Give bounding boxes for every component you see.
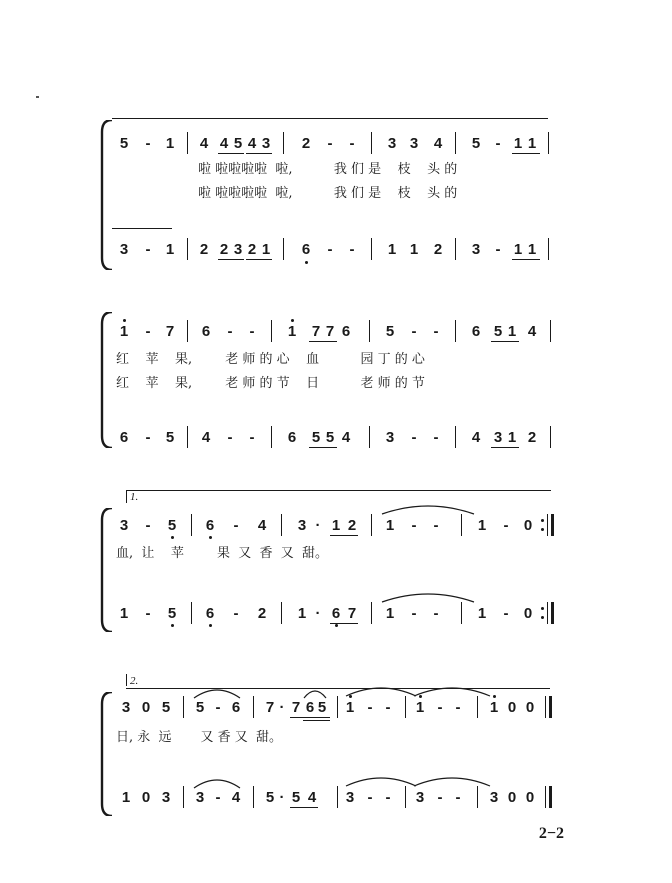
note: 4 (341, 429, 351, 446)
barline (405, 786, 406, 808)
high-octave-dot (291, 319, 294, 322)
note: 7 (325, 323, 335, 340)
barline (271, 426, 272, 448)
note: 2 (219, 241, 229, 258)
note: 5 (233, 135, 243, 152)
note: 1 (297, 605, 307, 622)
note: 2 (301, 135, 311, 152)
high-octave-dot (349, 695, 352, 698)
barline (283, 238, 284, 260)
note: 4 (219, 135, 229, 152)
note: 6 (205, 517, 215, 534)
volta-2-bracket (126, 674, 127, 686)
note: 3 (297, 517, 307, 534)
repeat-dot (541, 607, 544, 610)
note: - (349, 135, 355, 152)
lyric-line-1: 日, 永 远 又 香 又 甜。 (116, 730, 282, 745)
staff-top-line (112, 118, 548, 119)
note: 2 (257, 605, 267, 622)
note: 3 (261, 135, 271, 152)
note: 5 (317, 699, 327, 716)
low-octave-dot (305, 261, 308, 264)
note: · (279, 699, 285, 716)
note: 0 (141, 699, 151, 716)
note: 7 (311, 323, 321, 340)
note: 3 (409, 135, 419, 152)
note: 2 (527, 429, 537, 446)
barline (271, 320, 272, 342)
system-brace (100, 120, 114, 270)
note: 5 (195, 699, 205, 716)
note: - (249, 323, 255, 340)
barline (547, 514, 548, 536)
note: - (145, 241, 151, 258)
barline (337, 786, 338, 808)
note: 7 (291, 699, 301, 716)
barline (455, 320, 456, 342)
underline (512, 153, 540, 154)
note: 4 (257, 517, 267, 534)
barline (253, 786, 254, 808)
barline (183, 786, 184, 808)
note: 6 (231, 699, 241, 716)
note: - (433, 605, 439, 622)
note: · (315, 517, 321, 534)
note: 4 (199, 135, 209, 152)
note: - (455, 699, 461, 716)
barline (548, 132, 549, 154)
note: 5 (493, 323, 503, 340)
barline (371, 132, 372, 154)
underline (512, 259, 540, 260)
high-octave-dot (419, 695, 422, 698)
tie-arc (344, 684, 418, 698)
volta-2-label: 2. (130, 675, 139, 687)
note: - (227, 429, 233, 446)
barline (545, 696, 546, 718)
note: - (145, 429, 151, 446)
note: - (433, 429, 439, 446)
barline (477, 696, 478, 718)
barline (371, 514, 372, 536)
note: - (145, 135, 151, 152)
tie-arc (412, 774, 492, 788)
note: 3 (387, 135, 397, 152)
note: - (495, 241, 501, 258)
note: 1 (331, 517, 341, 534)
lyric-line-1: 血, 让 苹 果 又 香 又 甜。 (116, 546, 329, 561)
note: 1 (507, 323, 517, 340)
note: 2 (247, 241, 257, 258)
note: 4 (433, 135, 443, 152)
note: 3 (161, 789, 171, 806)
barline (369, 320, 370, 342)
note: 1 (385, 605, 395, 622)
note: 0 (523, 517, 533, 534)
note: 1 (513, 241, 523, 258)
note: 5 (265, 789, 275, 806)
lyric-line-2: 红 苹 果, 老 师 的 节 日 老 师 的 节 (116, 376, 425, 391)
note: - (327, 135, 333, 152)
note: - (145, 323, 151, 340)
note: 6 (201, 323, 211, 340)
note: 1 (261, 241, 271, 258)
barline (187, 426, 188, 448)
slur-arc (192, 776, 242, 790)
note: - (233, 517, 239, 534)
note: 4 (247, 135, 257, 152)
barline (191, 602, 192, 624)
note: 1 (287, 323, 297, 340)
note: 1 (477, 605, 487, 622)
underline (303, 720, 330, 721)
note: 0 (507, 699, 517, 716)
note: 5 (167, 605, 177, 622)
note: - (233, 605, 239, 622)
repeat-end-barline (551, 602, 554, 624)
tie-arc (344, 774, 418, 788)
note: 1 (121, 789, 131, 806)
note: - (455, 789, 461, 806)
note: - (227, 323, 233, 340)
barline (369, 426, 370, 448)
barline (187, 238, 188, 260)
barline (461, 514, 462, 536)
tie-arc (412, 684, 492, 698)
barline (455, 238, 456, 260)
page-number: 2−2 (538, 825, 564, 842)
underline (218, 153, 244, 154)
note: 6 (471, 323, 481, 340)
note: - (503, 517, 509, 534)
underline (309, 447, 337, 448)
note: 1 (165, 241, 175, 258)
barline (187, 320, 188, 342)
note: - (327, 241, 333, 258)
underline (218, 259, 244, 260)
underline (246, 259, 272, 260)
note: 3 (415, 789, 425, 806)
note: 1 (119, 323, 129, 340)
note: 3 (119, 241, 129, 258)
note: - (367, 789, 373, 806)
note: 6 (119, 429, 129, 446)
note: 3 (119, 517, 129, 534)
staff-lower-line (112, 228, 172, 229)
repeat-end-barline (551, 514, 554, 536)
barline (283, 132, 284, 154)
low-octave-dot (209, 624, 212, 627)
note: 1 (387, 241, 397, 258)
note: 0 (507, 789, 517, 806)
underline (290, 717, 330, 718)
low-octave-dot (335, 624, 338, 627)
note: 7 (165, 323, 175, 340)
note: 6 (301, 241, 311, 258)
system-brace (100, 692, 114, 816)
note: 1 (165, 135, 175, 152)
barline (281, 514, 282, 536)
barline (461, 602, 462, 624)
final-barline (549, 786, 552, 808)
note: 1 (385, 517, 395, 534)
underline (309, 341, 337, 342)
note: 2 (433, 241, 443, 258)
note: 3 (233, 241, 243, 258)
note: 3 (121, 699, 131, 716)
note: 3 (345, 789, 355, 806)
barline (455, 132, 456, 154)
note: - (411, 323, 417, 340)
underline (290, 807, 318, 808)
barline (455, 426, 456, 448)
note: - (433, 323, 439, 340)
stray-mark (36, 96, 39, 98)
note: 3 (493, 429, 503, 446)
note: 1 (345, 699, 355, 716)
barline (191, 514, 192, 536)
low-octave-dot (171, 624, 174, 627)
high-octave-dot (123, 319, 126, 322)
note: · (279, 789, 285, 806)
note: 7 (347, 605, 357, 622)
note: - (411, 429, 417, 446)
barline (548, 238, 549, 260)
note: 5 (311, 429, 321, 446)
note: - (385, 699, 391, 716)
system-brace (100, 508, 114, 632)
low-octave-dot (171, 536, 174, 539)
note: - (249, 429, 255, 446)
note: 5 (471, 135, 481, 152)
note: - (215, 789, 221, 806)
note: 3 (385, 429, 395, 446)
volta-1-bracket (126, 490, 551, 503)
barline (187, 132, 188, 154)
note: 5 (385, 323, 395, 340)
underline (330, 535, 358, 536)
note: - (215, 699, 221, 716)
note: 5 (325, 429, 335, 446)
barline (550, 426, 551, 448)
note: - (367, 699, 373, 716)
barline (337, 696, 338, 718)
note: 1 (527, 241, 537, 258)
note: 1 (409, 241, 419, 258)
note: 1 (489, 699, 499, 716)
barline (477, 786, 478, 808)
barline (545, 786, 546, 808)
note: 5 (167, 517, 177, 534)
underline (491, 341, 519, 342)
note: 3 (195, 789, 205, 806)
barline (253, 696, 254, 718)
note: - (437, 699, 443, 716)
barline (547, 602, 548, 624)
note: 4 (471, 429, 481, 446)
note: 7 (265, 699, 275, 716)
note: 5 (165, 429, 175, 446)
system-brace (100, 312, 114, 448)
note: - (503, 605, 509, 622)
note: 3 (489, 789, 499, 806)
underline (491, 447, 519, 448)
note: 5 (161, 699, 171, 716)
volta-1-label: 1. (130, 491, 139, 503)
note: 6 (305, 699, 315, 716)
barline (405, 696, 406, 718)
note: - (495, 135, 501, 152)
barline (371, 602, 372, 624)
barline (281, 602, 282, 624)
note: 4 (201, 429, 211, 446)
repeat-dot (541, 528, 544, 531)
repeat-dot (541, 519, 544, 522)
final-barline (549, 696, 552, 718)
note: 5 (291, 789, 301, 806)
note: 1 (513, 135, 523, 152)
slur-arc (192, 686, 242, 700)
note: 1 (477, 517, 487, 534)
note: - (349, 241, 355, 258)
note: 0 (525, 699, 535, 716)
lyric-line-1: 啦 啦啦啦啦 啦, 我 们 是 枝 头 的 (198, 162, 458, 177)
note: - (411, 517, 417, 534)
note: 6 (205, 605, 215, 622)
note: 1 (507, 429, 517, 446)
underline (246, 153, 272, 154)
note: 3 (471, 241, 481, 258)
slur-arc (302, 688, 328, 700)
note: 2 (347, 517, 357, 534)
note: - (385, 789, 391, 806)
note: 1 (415, 699, 425, 716)
barline (371, 238, 372, 260)
lyric-line-1: 红 苹 果, 老 师 的 心 血 园 丁 的 心 (116, 352, 425, 367)
note: 4 (527, 323, 537, 340)
high-octave-dot (493, 695, 496, 698)
note: 0 (141, 789, 151, 806)
note: 1 (119, 605, 129, 622)
barline (550, 320, 551, 342)
note: 0 (525, 789, 535, 806)
repeat-dot (541, 616, 544, 619)
note: - (437, 789, 443, 806)
note: - (411, 605, 417, 622)
low-octave-dot (209, 536, 212, 539)
barline (183, 696, 184, 718)
note: 1 (527, 135, 537, 152)
note: 0 (523, 605, 533, 622)
note: 5 (119, 135, 129, 152)
note: 6 (287, 429, 297, 446)
note: 6 (341, 323, 351, 340)
note: 4 (231, 789, 241, 806)
note: 2 (199, 241, 209, 258)
note: - (145, 517, 151, 534)
note: - (145, 605, 151, 622)
note: 6 (331, 605, 341, 622)
note: 4 (307, 789, 317, 806)
underline (330, 623, 358, 624)
note: · (315, 605, 321, 622)
lyric-line-2: 啦 啦啦啦啦 啦, 我 们 是 枝 头 的 (198, 186, 458, 201)
note: - (433, 517, 439, 534)
